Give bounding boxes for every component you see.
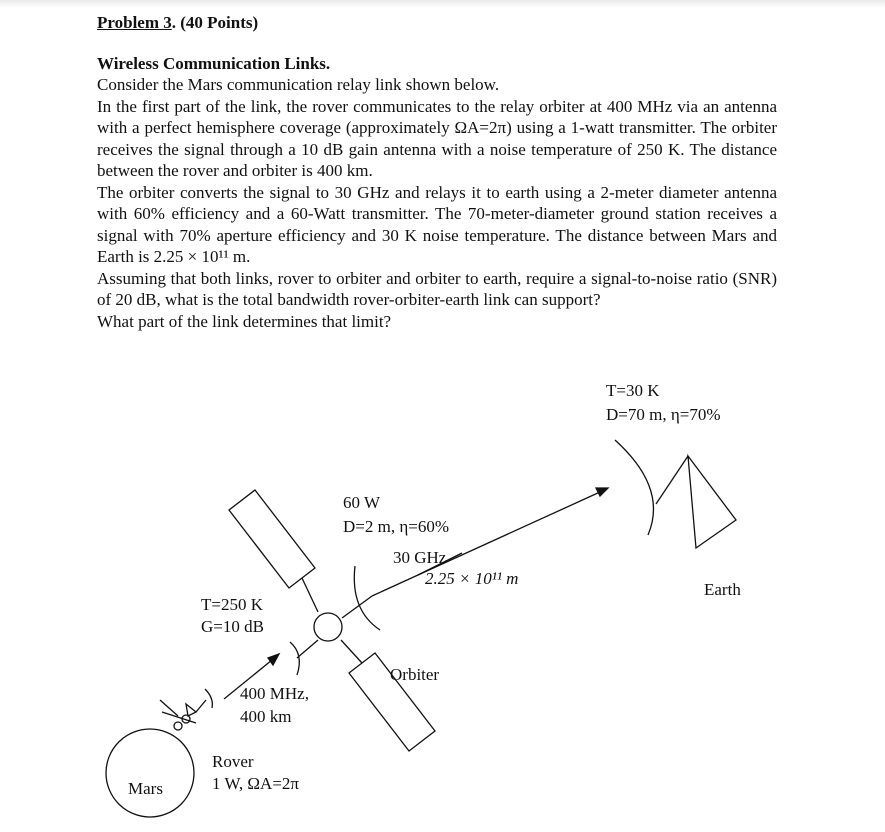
problem-paragraph-3: Assuming that both links, rover to orbiter and orbiter to earth, require a signal-to-noise ratio (SNR) of 20 dB, what is the total bandwidth rover-orbiter-earth link can support? [97,268,777,309]
orbiter-body [314,613,342,641]
problem-points: . (40 Points) [171,13,259,32]
downlink-frequency-label: 30 GHz [393,548,447,567]
earth-dish-reflector [615,440,653,535]
rover-label: Rover [212,752,254,771]
problem-number: Problem 3 [97,13,172,32]
mars-label: Mars [128,779,163,798]
rover-antenna [160,689,212,730]
orbiter-gain-label: G=10 dB [201,617,264,636]
rover-spec-label: 1 W, ΩA=2π [212,774,300,793]
earth-label: Earth [704,580,741,599]
orbiter-label: Orbiter [390,665,440,684]
earth-dish-feed [688,456,736,548]
orbiter-noise-temp-label: T=250 K [201,595,263,614]
uplink-distance-label: 400 km [240,707,292,726]
orbiter-solar-panel-upper [229,490,315,588]
earth-noise-temp-label: T=30 K [606,381,660,400]
earth-dish-label: D=70 m, η=70% [606,405,721,424]
mars-planet [106,729,194,817]
orbiter-receive-dish [290,642,299,675]
problem-intro: Consider the Mars communication relay link shown below. [97,75,500,94]
orbiter-transmit-dish [354,566,380,630]
problem-paragraph-2: The orbiter converts the signal to 30 GHz and relays it to earth using a 2-meter diameter antenna with 60% efficiency and a 60-Watt transmitter. The 70-meter-diameter ground station receives a signal with 70% aperture efficiency and 30 K noise temperature. The distance between Mars and Earth is 2.25 × 10¹¹ m. [97,182,777,266]
uplink-frequency-label: 400 MHz, [240,684,309,703]
problem-paragraph-1: In the first part of the link, the rover communicates to the relay orbiter at 400 MHz via an antenna with a perfect hemisphere coverage (approximately ΩA=2π) using a 1-watt transmitter. The orbiter receives the signal through a 10 dB gain antenna with a noise temperature of 250 K. The distance between the rover and orbiter is 400 km. [97,96,777,180]
earth-ground-station [615,440,736,548]
downlink-distance-label: 2.25 × 10¹¹ m [425,569,519,588]
orbiter-power-label: 60 W [343,493,380,512]
problem-subtitle: Wireless Communication Links. [97,54,331,73]
problem-question: What part of the link determines that limit? [97,311,392,331]
orbiter-dish-label: D=2 m, η=60% [343,517,449,536]
